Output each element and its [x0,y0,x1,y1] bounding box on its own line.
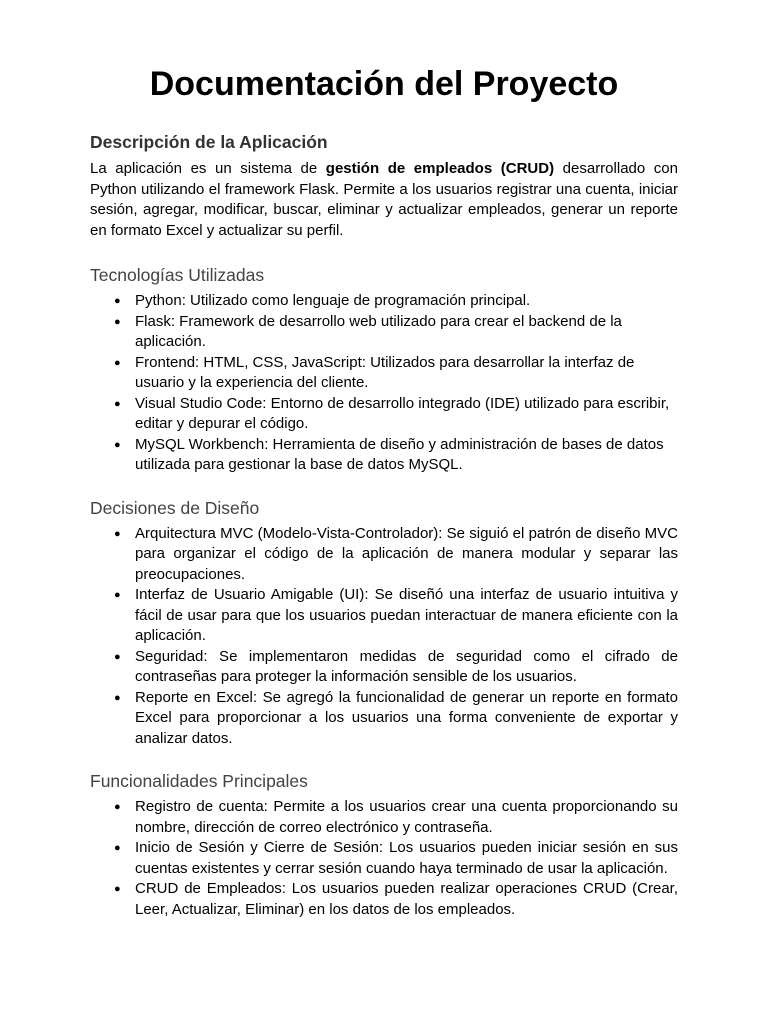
bullet-icon: ● [114,397,121,410]
features-list [90,797,678,920]
list-item [90,312,678,353]
list-item [90,879,678,920]
design-list [90,524,678,750]
bullet-icon: ● [114,295,121,307]
document-title: Documentación del Proyecto [149,65,619,103]
description-text-before: La aplicación es un sistema de [90,160,326,177]
list-item-text: Visual Studio Code: Entorno de desarrollo integrado (IDE) utilizado para escribir, editar y depurar el código. [135,394,670,432]
list-item-text: Registro de cuenta: Permite a los usuarios crear una cuenta proporcionando su nombre, dirección de correo electrónico y contraseña. [135,798,678,836]
features-heading: Funcionalidades Principales [90,771,308,791]
list-item-text: Reporte en Excel: Se agregó la funcionalidad de generar un reporte en formato Excel para proporcionar a los usuarios una forma conveniente de exportar y analizar datos. [135,688,678,747]
list-item-text: MySQL Workbench: Herramienta de diseño y administración de bases de datos utilizada para gestionar la base de datos MySQL. [135,435,664,473]
design-heading: Decisiones de Diseño [90,497,260,518]
description-heading: Descripción de la Aplicación [90,132,328,152]
list-item [90,838,678,879]
list-item [90,524,678,586]
bullet-icon: ● [114,438,121,451]
list-item-text: Interfaz de Usuario Amigable (UI): Se diseñó una interfaz de usuario intuitiva y fácil de usar para que los usuarios puedan interactuar de manera eficiente con la aplicación. [135,586,678,644]
bullet-icon: ● [114,589,121,601]
list-item [90,585,678,647]
list-item [90,647,678,688]
description-text-after: desarrollado con Python utilizando el framework Flask. Permite a los usuarios registrar una cuenta, iniciar sesión, agregar, modificar, buscar, eliminar y actualizar empleados, generar un reporte en formato Excel y actualizar su perfil. [90,160,678,239]
list-item [90,797,678,838]
technologies-list [90,291,678,476]
list-item [90,394,678,435]
list-item-text: Frontend: HTML, CSS, JavaScript: Utilizados para desarrollar la interfaz de usuario y la experiencia del cliente. [135,353,635,391]
bullet-icon: ● [114,801,121,813]
list-item [90,291,678,312]
list-item-text: Flask: Framework de desarrollo web utilizado para crear el backend de la aplicación. [135,312,622,350]
bullet-icon: ● [114,842,121,854]
bullet-icon: ● [114,356,121,369]
list-item-text: Python: Utilizado como lenguaje de programación principal. [135,292,531,309]
description-text-bold: gestión de empleados (CRUD) [325,160,555,177]
bullet-icon: ● [114,650,121,663]
list-item-text: CRUD de Empleados: Los usuarios pueden realizar operaciones CRUD (Crear, Leer, Actualizar, Eliminar) en los datos de los empleados. [135,880,678,918]
bullet-icon: ● [114,691,121,704]
bullet-icon: ● [114,527,121,540]
list-item [90,435,678,476]
list-item-text: Inicio de Sesión y Cierre de Sesión: Los usuarios pueden iniciar sesión en sus cuentas existentes y cerrar sesión cuando haya terminado de usar la aplicación. [135,839,678,877]
bullet-icon: ● [114,883,121,895]
description-paragraph [90,159,678,241]
technologies-heading: Tecnologías Utilizadas [90,265,265,285]
list-item [90,688,678,750]
list-item [90,353,678,394]
list-item-text: Arquitectura MVC (Modelo-Vista-Controlador): Se siguió el patrón de diseño MVC para organizar el código de la aplicación de manera modular y separar las preocupaciones. [135,524,678,583]
list-item-text: Seguridad: Se implementaron medidas de seguridad como el cifrado de contraseñas para proteger la información sensible de los usuarios. [135,647,678,685]
bullet-icon: ● [114,315,121,328]
